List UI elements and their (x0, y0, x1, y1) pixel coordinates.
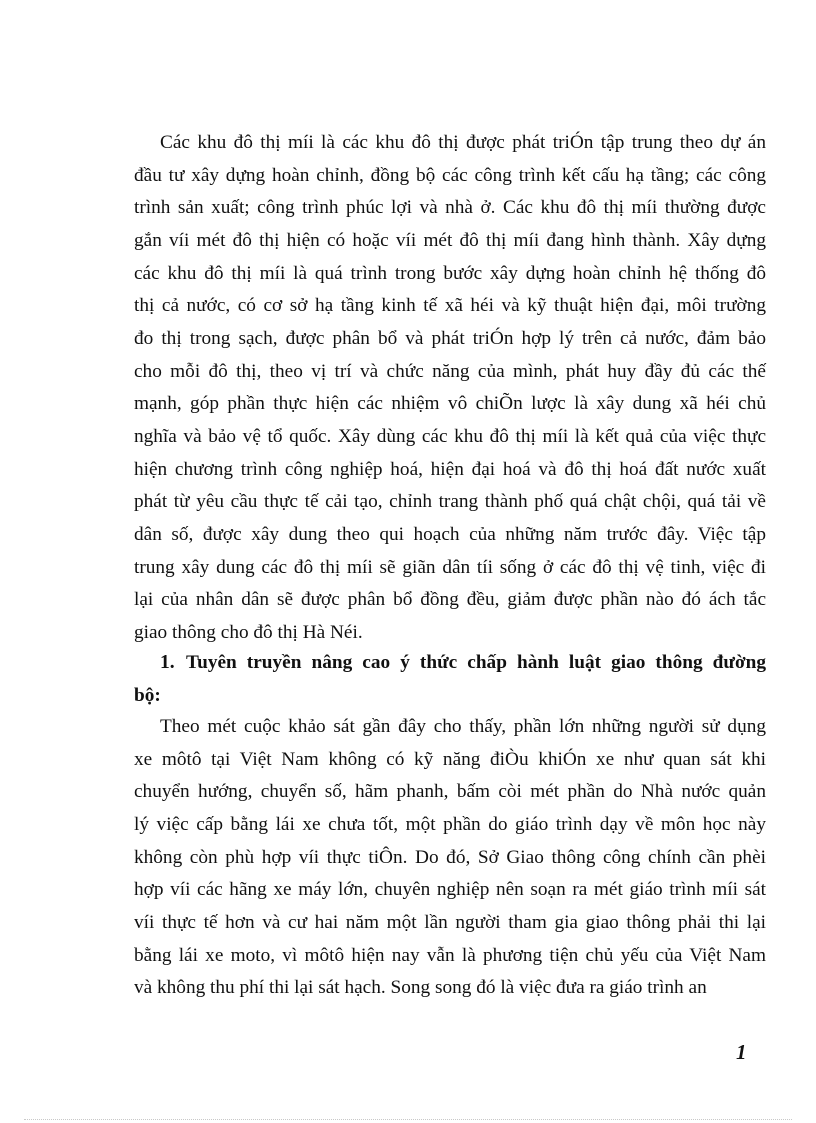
text-line: trình sản xuất; công trình phúc lợi và nhà ở. Các khu đô thị míi thường được (134, 197, 766, 218)
text-line: các khu đô thị míi là quá trình trong bước xây dựng hoàn chỉnh hệ thống đô (134, 263, 766, 284)
text-line: bằng lái xe moto, vì môtô hiện nay vẫn là phương tiện chủ yếu của Việt Nam (134, 945, 766, 966)
page-number: 1 (736, 1040, 747, 1064)
text-line: nghĩa và bảo vệ tổ quốc. Xây dùng các khu đô thị míi là kết quả của việc thực (134, 426, 766, 447)
text-line: dân số, được xây dung theo qui hoạch của những năm trước đây. Việc tập (134, 524, 766, 545)
text-line: và không thu phí thi lại sát hạch. Song song đó là việc đưa ra giáo trình an (134, 977, 707, 998)
text-line: đo thị trong sạch, được phân bổ và phát triÓn hợp lý trên cả nước, đảm bảo (134, 328, 766, 349)
text-line: cho mỗi đô thị, theo vị trí và chức năng của mình, phát huy đầy đủ các thế (134, 361, 766, 382)
text-line: đầu tư xây dựng hoàn chỉnh, đồng bộ các công trình kết cấu hạ tầng; các công (134, 165, 766, 186)
section-title: Tuyên truyền nâng cao ý thức chấp hành luật giao thông đường (186, 652, 766, 673)
text-line: mạnh, góp phần thực hiện các nhiệm vô chiÕn lược là xây dung xã héi chủ (134, 393, 766, 414)
text-line: hợp víi các hãng xe máy lớn, chuyên nghiệp nên soạn ra mét giáo trình míi sát (134, 879, 766, 900)
text-line: Các khu đô thị míi là các khu đô thị được phát triÓn tập trung theo dự án (160, 132, 766, 153)
text-line: giao thông cho đô thị Hà Néi. (134, 622, 363, 643)
page-bottom-border (24, 1119, 792, 1120)
text-line: không còn phù hợp víi thực tiÔn. Do đó, Sở Giao thông công chính cần phèi (134, 847, 766, 868)
section-title-continued: bộ: (134, 685, 161, 706)
section-number: 1. (160, 652, 175, 673)
text-line: hiện chương trình công nghiệp hoá, hiện đại hoá và đô thị hoá đất nước xuất (134, 459, 766, 480)
text-line: chuyển hướng, chuyển số, hãm phanh, bấm còi mét phần do Nhà nước quản (134, 781, 766, 802)
text-line: víi thực tế hơn và cư hai năm một lần người tham gia giao thông phải thi lại (134, 912, 766, 933)
text-line: lý việc cấp bằng lái xe chưa tốt, một phần do giáo trình dạy về môn học này (134, 814, 766, 835)
text-line: lại của nhân dân sẽ được phân bổ đồng đều, giảm được phần nào đó ách tắc (134, 589, 766, 610)
text-line: xe môtô tại Việt Nam không có kỹ năng điÒu khiÓn xe như quan sát khi (134, 749, 766, 770)
text-line: Theo mét cuộc khảo sát gần đây cho thấy, phần lớn những người sử dụng (160, 716, 766, 737)
text-line: trung xây dung các đô thị míi sẽ giãn dân tíi sống ở các đô thị vệ tinh, việc đi (134, 557, 766, 578)
text-line: thị cả nước, có cơ sở hạ tầng kinh tế xã héi và kỹ thuật hiện đại, môi trường (134, 295, 766, 316)
text-line: gắn víi mét đô thị hiện có hoặc víi mét đô thị míi đang hình thành. Xây dựng (134, 230, 766, 251)
text-line: phát từ yêu cầu thực tế cải tạo, chỉnh trang thành phố quá chật chội, quá tải về (134, 491, 766, 512)
section-heading (160, 651, 766, 675)
